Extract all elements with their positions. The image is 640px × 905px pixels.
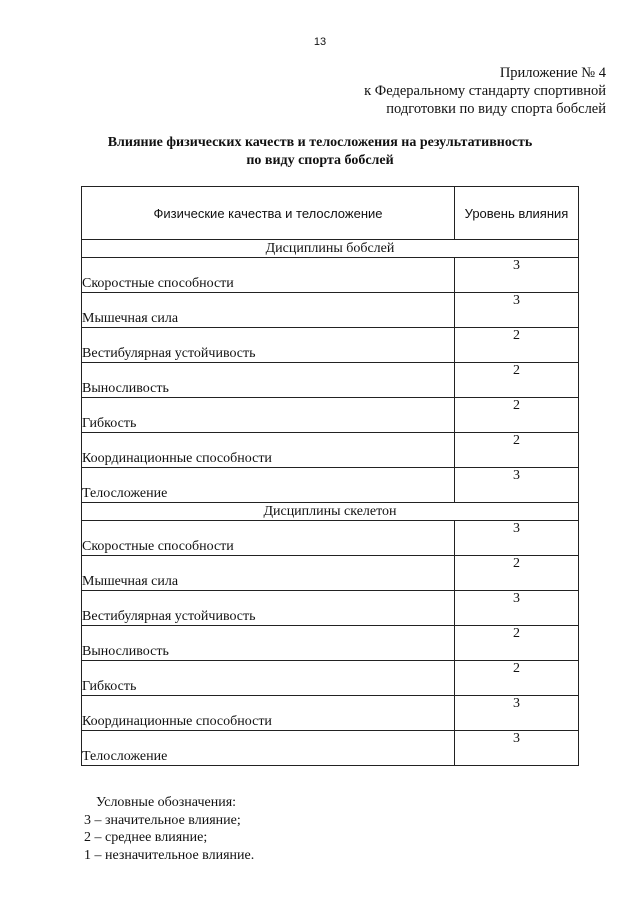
title-line: по виду спорта бобслей: [246, 153, 394, 168]
appendix-line: подготовки по виду спорта бобслей: [386, 101, 606, 117]
level-cell: 3: [455, 591, 579, 626]
table-body: [82, 240, 579, 766]
level-cell: 2: [455, 328, 579, 363]
quality-cell: Мышечная сила: [82, 556, 455, 591]
level-cell: 3: [455, 293, 579, 328]
quality-cell: Координационные способности: [82, 696, 455, 731]
table-row: [82, 661, 579, 696]
table-row: [82, 293, 579, 328]
appendix-header: [364, 64, 606, 118]
quality-cell: Скоростные способности: [82, 258, 455, 293]
section-row: [82, 240, 579, 258]
quality-cell: Координационные способности: [82, 433, 455, 468]
quality-cell: Скоростные способности: [82, 521, 455, 556]
quality-cell: Выносливость: [82, 363, 455, 398]
level-cell: 2: [455, 626, 579, 661]
table-header-row: [82, 187, 579, 240]
appendix-line: к Федеральному стандарту спортивной: [364, 83, 606, 99]
table-row: [82, 398, 579, 433]
level-cell: 2: [455, 433, 579, 468]
table-row: [82, 521, 579, 556]
level-cell: 2: [455, 661, 579, 696]
header-level: Уровень влияния: [455, 187, 579, 240]
level-cell: 3: [455, 696, 579, 731]
table-row: [82, 363, 579, 398]
legend-item: 3 – значительное влияние;: [84, 812, 241, 828]
legend-title: Условные обозначения:: [96, 795, 237, 810]
table-row: [82, 258, 579, 293]
document-title: [0, 134, 640, 170]
section-title: Дисциплины бобслей: [82, 240, 579, 258]
appendix-line: Приложение № 4: [499, 65, 606, 81]
quality-cell: Вестибулярная устойчивость: [82, 591, 455, 626]
level-cell: 3: [455, 468, 579, 503]
quality-cell: Выносливость: [82, 626, 455, 661]
page-number: 13: [313, 36, 327, 48]
section-title: Дисциплины скелетон: [82, 503, 579, 521]
table-row: [82, 626, 579, 661]
quality-cell: Мышечная сила: [82, 293, 455, 328]
quality-cell: Вестибулярная устойчивость: [82, 328, 455, 363]
level-cell: 2: [455, 556, 579, 591]
table-row: [82, 696, 579, 731]
legend-item: 1 – незначительное влияние.: [84, 847, 255, 863]
legend-item: 2 – среднее влияние;: [84, 830, 208, 845]
level-cell: 2: [455, 363, 579, 398]
level-cell: 3: [455, 731, 579, 766]
legend: [84, 794, 254, 864]
table-row: [82, 468, 579, 503]
table-row: [82, 556, 579, 591]
header-quality: Физические качества и телосложение: [82, 187, 455, 240]
level-cell: 3: [455, 521, 579, 556]
quality-cell: Телосложение: [82, 731, 455, 766]
section-row: [82, 503, 579, 521]
quality-cell: Телосложение: [82, 468, 455, 503]
quality-cell: Гибкость: [82, 661, 455, 696]
table-row: [82, 433, 579, 468]
title-line: Влияние физических качеств и телосложения на результативность: [107, 135, 533, 150]
level-cell: 2: [455, 398, 579, 433]
table-row: [82, 731, 579, 766]
quality-cell: Гибкость: [82, 398, 455, 433]
influence-table: [81, 186, 579, 766]
table-row: [82, 328, 579, 363]
level-cell: 3: [455, 258, 579, 293]
table-row: [82, 591, 579, 626]
